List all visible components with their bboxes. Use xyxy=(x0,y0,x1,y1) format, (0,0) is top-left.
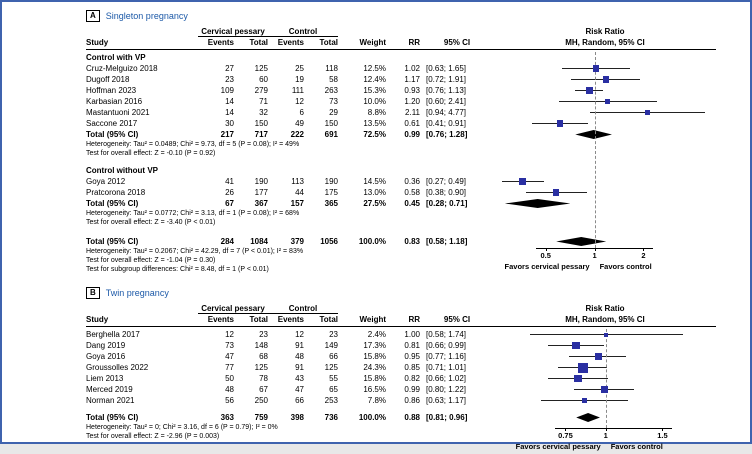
cell: 1.17 xyxy=(404,75,420,84)
cell: 29 xyxy=(329,108,338,117)
study-name: Saccone 2017 xyxy=(86,119,138,128)
pooled-diamond xyxy=(505,199,571,208)
cell: 217 xyxy=(220,130,234,139)
plot-cell xyxy=(494,129,716,140)
cell: 118 xyxy=(325,64,338,73)
cell: 78 xyxy=(259,374,268,383)
cell: 398 xyxy=(290,413,304,422)
cell: 284 xyxy=(220,237,234,246)
group-header-pessary: Cervical pessary xyxy=(198,26,268,37)
plot-header-risk-ratio: Risk Ratio xyxy=(585,27,625,36)
cell: 717 xyxy=(254,130,268,139)
cell: 48 xyxy=(225,385,234,394)
effect-square xyxy=(603,76,609,82)
cell: 253 xyxy=(324,396,338,405)
cell: 16.5% xyxy=(363,385,386,394)
cell: 150 xyxy=(324,119,338,128)
cell: 6 xyxy=(299,108,304,117)
cell: 1.00 xyxy=(404,330,420,339)
cell xyxy=(420,26,494,37)
cell: [0.63; 1.17] xyxy=(426,396,467,405)
col-header-study: Study xyxy=(86,38,109,47)
effect-square xyxy=(645,110,650,115)
panel-title: Singleton pregnancy xyxy=(105,11,188,21)
cell: 113 xyxy=(291,177,304,186)
cell: 23 xyxy=(259,330,268,339)
cell xyxy=(338,26,386,37)
cell: 65 xyxy=(329,385,338,394)
cell: 7.8% xyxy=(367,396,386,405)
cell: 125 xyxy=(254,64,268,73)
study-row xyxy=(86,329,716,340)
cell: [0.81; 0.96] xyxy=(426,413,468,422)
axis-tick-label: 2 xyxy=(641,251,646,260)
pooled-diamond xyxy=(576,413,600,422)
cell: 0.88 xyxy=(404,413,420,422)
cell: 77 xyxy=(225,363,234,372)
cell: 91 xyxy=(295,363,304,372)
axis-line xyxy=(555,428,672,429)
cell: 175 xyxy=(324,188,338,197)
cell xyxy=(86,303,198,314)
cell: 23 xyxy=(329,330,338,339)
cell: 55 xyxy=(329,374,338,383)
col-header-weight: Weight xyxy=(359,38,386,47)
cell: 67 xyxy=(225,199,234,208)
axis-tick-label: 1 xyxy=(603,431,608,440)
study-name: Pratcorona 2018 xyxy=(86,188,146,197)
cell: 8.8% xyxy=(367,108,386,117)
axis-tick-label: 1 xyxy=(592,251,597,260)
cell: 0.95 xyxy=(404,352,420,361)
cell: 47 xyxy=(295,385,304,394)
cell: 125 xyxy=(254,363,268,372)
col-header-weight: Weight xyxy=(359,315,386,324)
cell: 14.5% xyxy=(363,177,386,186)
cell: 100.0% xyxy=(358,413,386,422)
cell: 15.8% xyxy=(363,374,386,383)
panel-label-badge: B xyxy=(86,287,100,299)
plot-cell xyxy=(494,107,716,118)
cell: 12 xyxy=(295,97,304,106)
x-axis xyxy=(494,248,716,274)
cell xyxy=(86,26,198,37)
cell: 68 xyxy=(259,352,268,361)
study-name: Norman 2021 xyxy=(86,396,135,405)
col-header-events: Events xyxy=(277,315,304,324)
study-name: Total (95% CI) xyxy=(86,237,139,246)
study-name: Berghella 2017 xyxy=(86,330,140,339)
axis-tick-label: 1.5 xyxy=(657,431,668,440)
cell: 149 xyxy=(324,341,338,350)
favors-left-label: Favors cervical pessary xyxy=(515,442,601,451)
cell: 13.0% xyxy=(363,188,386,197)
group-header-control: Control xyxy=(268,303,338,314)
note-line: Test for subgroup differences: Chi² = 8.48, df = 1 (P < 0.01) xyxy=(86,266,269,273)
cell: 0.99 xyxy=(404,385,420,394)
cell: 10.0% xyxy=(363,97,386,106)
cell: 250 xyxy=(254,396,268,405)
plot-header-model: MH, Random, 95% CI xyxy=(565,315,645,324)
table-header-columns xyxy=(86,37,750,48)
total-row xyxy=(86,129,716,140)
cell: 2.11 xyxy=(405,108,420,117)
cell: 25 xyxy=(295,64,304,73)
cell: 0.83 xyxy=(404,237,420,246)
cell: 13.5% xyxy=(363,119,386,128)
cell: [0.71; 1.01] xyxy=(426,363,467,372)
cell xyxy=(386,303,420,314)
cell xyxy=(420,303,494,314)
cell: 71 xyxy=(259,97,268,106)
cell: 15.3% xyxy=(363,86,386,95)
panel-label-badge: A xyxy=(86,10,100,22)
col-header-events: Events xyxy=(207,38,234,47)
cell: 73 xyxy=(225,341,234,350)
cell: [0.58; 1.74] xyxy=(426,330,467,339)
cell: [0.41; 0.91] xyxy=(426,119,467,128)
cell: [0.28; 0.71] xyxy=(426,199,468,208)
cell: 222 xyxy=(290,130,304,139)
cell: [0.72; 1.91] xyxy=(426,75,467,84)
study-name: Goya 2012 xyxy=(86,177,126,186)
plot-cell xyxy=(494,118,716,129)
study-name: Mastantuoni 2021 xyxy=(86,108,150,117)
study-name: Total (95% CI) xyxy=(86,130,139,139)
cell: 91 xyxy=(295,341,304,350)
cell: [0.27; 0.49] xyxy=(426,177,467,186)
reference-line xyxy=(595,52,596,248)
note-line: Heterogeneity: Tau² = 0.0489; Chi² = 9.73, df = 5 (P = 0.08); I² = 49% xyxy=(86,141,300,148)
col-header-events: Events xyxy=(207,315,234,324)
cell: 73 xyxy=(329,97,338,106)
study-name: Total (95% CI) xyxy=(86,199,139,208)
cell: 0.45 xyxy=(404,199,420,208)
cell: 1084 xyxy=(250,237,268,246)
cell: 41 xyxy=(225,177,234,186)
favors-right-label: Favors control xyxy=(610,442,663,451)
plot-cell xyxy=(494,85,716,96)
cell: 190 xyxy=(254,177,268,186)
cell: [0.60; 2.41] xyxy=(426,97,467,106)
cell: [0.66; 0.99] xyxy=(426,341,467,350)
note-line: Heterogeneity: Tau² = 0.2067; Chi² = 42.29, df = 7 (P < 0.01); I² = 83% xyxy=(86,248,304,255)
effect-square xyxy=(574,375,581,382)
spacer xyxy=(86,158,716,165)
cell: 759 xyxy=(254,413,268,422)
study-name: Goya 2016 xyxy=(86,352,126,361)
col-header-rr: RR xyxy=(408,315,420,324)
cell: 15.8% xyxy=(363,352,386,361)
cell: 14 xyxy=(225,97,234,106)
total-row xyxy=(86,412,716,423)
study-row xyxy=(86,373,716,384)
cell: 0.58 xyxy=(404,188,420,197)
effect-square xyxy=(582,398,587,403)
cell: 49 xyxy=(295,119,304,128)
col-header-rr: RR xyxy=(408,38,420,47)
cell: 58 xyxy=(329,75,338,84)
panel-twin xyxy=(86,286,750,454)
study-row xyxy=(86,340,716,351)
section-heading-label: Control with VP xyxy=(86,53,146,62)
col-header-ci: 95% CI xyxy=(443,38,471,47)
panel-singleton xyxy=(86,9,750,274)
col-header-total: Total xyxy=(249,315,268,324)
cell: 17.3% xyxy=(363,341,386,350)
cell: 47 xyxy=(225,352,234,361)
study-row xyxy=(86,85,716,96)
cell: 30 xyxy=(225,119,234,128)
section-heading xyxy=(86,52,716,63)
cell: 150 xyxy=(254,119,268,128)
panel-caption xyxy=(86,286,750,300)
plot-header-risk-ratio: Risk Ratio xyxy=(585,304,625,313)
col-header-total: Total xyxy=(249,38,268,47)
panel-title: Twin pregnancy xyxy=(105,288,169,298)
note-line: Test for overall effect: Z = -3.40 (P < 0.01) xyxy=(86,219,216,226)
cell: 0.85 xyxy=(404,363,420,372)
cell: 109 xyxy=(220,86,234,95)
cell: 1.02 xyxy=(404,64,420,73)
cell: [0.63; 1.65] xyxy=(426,64,467,73)
cell: [0.76; 1.13] xyxy=(426,86,467,95)
note-line: Test for overall effect: Z = -0.10 (P = 0.92) xyxy=(86,150,216,157)
note-line: Test for overall effect: Z = -1.04 (P = 0.30) xyxy=(86,257,216,264)
cell: 365 xyxy=(324,199,338,208)
pooled-diamond xyxy=(556,237,606,246)
study-row xyxy=(86,395,716,406)
cell: 0.36 xyxy=(404,177,420,186)
study-name: Dugoff 2018 xyxy=(86,75,130,84)
cell: 14 xyxy=(225,108,234,117)
col-header-total: Total xyxy=(319,38,338,47)
cell: 48 xyxy=(295,352,304,361)
table-header-groups xyxy=(86,26,750,37)
cell: 0.81 xyxy=(404,341,420,350)
cell: [0.94; 4.77] xyxy=(426,108,467,117)
spacer xyxy=(86,227,716,236)
cell: 26 xyxy=(225,188,234,197)
table-header-columns xyxy=(86,314,750,325)
study-name: Dang 2019 xyxy=(86,341,126,350)
axis-tick-label: 0.75 xyxy=(558,431,573,440)
header-rule xyxy=(86,326,716,327)
plot-cell xyxy=(494,176,716,187)
effect-square xyxy=(557,120,563,126)
cell: 67 xyxy=(259,385,268,394)
note-line: Heterogeneity: Tau² = 0; Chi² = 3.16, df = 6 (P = 0.79); I² = 0% xyxy=(86,424,278,431)
cell: [0.66; 1.02] xyxy=(426,374,467,383)
note-line: Heterogeneity: Tau² = 0.0772; Chi² = 3.13, df = 1 (P = 0.08); I² = 68% xyxy=(86,210,300,217)
favors-left-label: Favors cervical pessary xyxy=(504,262,590,271)
cell: 1.20 xyxy=(404,97,420,106)
effect-square xyxy=(578,363,588,373)
study-row xyxy=(86,63,716,74)
total-row xyxy=(86,198,716,209)
effect-square xyxy=(586,87,593,94)
study-name: Groussolles 2022 xyxy=(86,363,149,372)
section-heading xyxy=(86,165,716,176)
effect-square xyxy=(553,189,559,195)
study-name: Total (95% CI) xyxy=(86,413,139,422)
cell: [0.58; 1.18] xyxy=(426,237,468,246)
reference-line xyxy=(606,329,607,428)
group-header-control: Control xyxy=(268,26,338,37)
study-name: Liem 2013 xyxy=(86,374,124,383)
header-rule xyxy=(86,49,716,50)
effect-square xyxy=(572,342,580,350)
plot-cell xyxy=(494,63,716,74)
study-row xyxy=(86,176,716,187)
cell: 279 xyxy=(254,86,268,95)
cell: 27.5% xyxy=(363,199,386,208)
cell: 66 xyxy=(329,352,338,361)
study-name: Cruz-Melguizo 2018 xyxy=(86,64,158,73)
section-heading-label: Control without VP xyxy=(86,166,158,175)
total-row xyxy=(86,236,716,247)
cell: 736 xyxy=(324,413,338,422)
cell: 263 xyxy=(324,86,338,95)
plot-cell xyxy=(494,198,716,209)
study-row xyxy=(86,362,716,373)
plot-cell xyxy=(494,187,716,198)
cell: 27 xyxy=(225,64,234,73)
table-body xyxy=(86,52,716,274)
cell: 363 xyxy=(220,413,234,422)
cell: 56 xyxy=(225,396,234,405)
cell: [0.80; 1.22] xyxy=(426,385,467,394)
cell: 1056 xyxy=(320,237,338,246)
cell: 2.4% xyxy=(367,330,386,339)
effect-square xyxy=(595,353,602,360)
study-row xyxy=(86,187,716,198)
cell: 44 xyxy=(295,188,304,197)
effect-square xyxy=(604,333,608,337)
cell: 691 xyxy=(324,130,338,139)
cell: 100.0% xyxy=(358,237,386,246)
effect-square xyxy=(601,386,608,393)
table-header-groups xyxy=(86,303,750,314)
cell: 12.5% xyxy=(363,64,386,73)
cell: 0.86 xyxy=(404,396,420,405)
note-line: Test for overall effect: Z = -2.96 (P = 0.003) xyxy=(86,433,220,440)
study-name: Hoffman 2023 xyxy=(86,86,137,95)
study-row xyxy=(86,118,716,129)
cell: 177 xyxy=(254,188,268,197)
col-header-events: Events xyxy=(277,38,304,47)
effect-square xyxy=(605,99,610,104)
col-header-study: Study xyxy=(86,315,109,324)
plot-cell xyxy=(494,74,716,85)
x-axis xyxy=(494,428,716,454)
cell: 111 xyxy=(291,86,304,95)
col-header-total: Total xyxy=(319,315,338,324)
cell: 19 xyxy=(295,75,304,84)
panel-caption xyxy=(86,9,750,23)
study-row xyxy=(86,351,716,362)
cell: 0.61 xyxy=(404,119,420,128)
cell: 50 xyxy=(225,374,234,383)
axis-tick-label: 0.5 xyxy=(540,251,551,260)
cell: 32 xyxy=(259,108,268,117)
cell: 72.5% xyxy=(363,130,386,139)
cell: 379 xyxy=(290,237,304,246)
cell: 0.93 xyxy=(404,86,420,95)
favors-right-label: Favors control xyxy=(599,262,652,271)
cell: 60 xyxy=(259,75,268,84)
study-row xyxy=(86,384,716,395)
cell xyxy=(338,303,386,314)
forest-plot-twin xyxy=(86,303,750,454)
group-header-pessary: Cervical pessary xyxy=(198,303,268,314)
cell: [0.38; 0.90] xyxy=(426,188,467,197)
cell: 0.82 xyxy=(404,374,420,383)
cell: 23 xyxy=(225,75,234,84)
plot-header-model: MH, Random, 95% CI xyxy=(565,38,645,47)
study-row xyxy=(86,74,716,85)
cell: 0.99 xyxy=(404,130,420,139)
cell: 367 xyxy=(254,199,268,208)
cell: 66 xyxy=(295,396,304,405)
plot-cell xyxy=(494,96,716,107)
effect-square xyxy=(593,65,599,71)
table-body xyxy=(86,329,716,454)
forest-plot-singleton xyxy=(86,26,750,274)
cell: 12.4% xyxy=(363,75,386,84)
cell: [0.76; 1.28] xyxy=(426,130,468,139)
cell: 125 xyxy=(324,363,338,372)
cell: 157 xyxy=(290,199,304,208)
plot-cell xyxy=(494,236,716,247)
effect-square xyxy=(519,178,526,185)
cell: [0.77; 1.16] xyxy=(426,352,467,361)
study-row xyxy=(86,96,716,107)
cell: 43 xyxy=(295,374,304,383)
cell: 24.3% xyxy=(363,363,386,372)
study-row xyxy=(86,107,716,118)
study-name: Karbasian 2016 xyxy=(86,97,143,106)
cell: 148 xyxy=(254,341,268,350)
cell: 12 xyxy=(225,330,234,339)
cell: 12 xyxy=(295,330,304,339)
cell: 190 xyxy=(324,177,338,186)
cell xyxy=(386,26,420,37)
study-name: Merced 2019 xyxy=(86,385,133,394)
col-header-ci: 95% CI xyxy=(443,315,471,324)
